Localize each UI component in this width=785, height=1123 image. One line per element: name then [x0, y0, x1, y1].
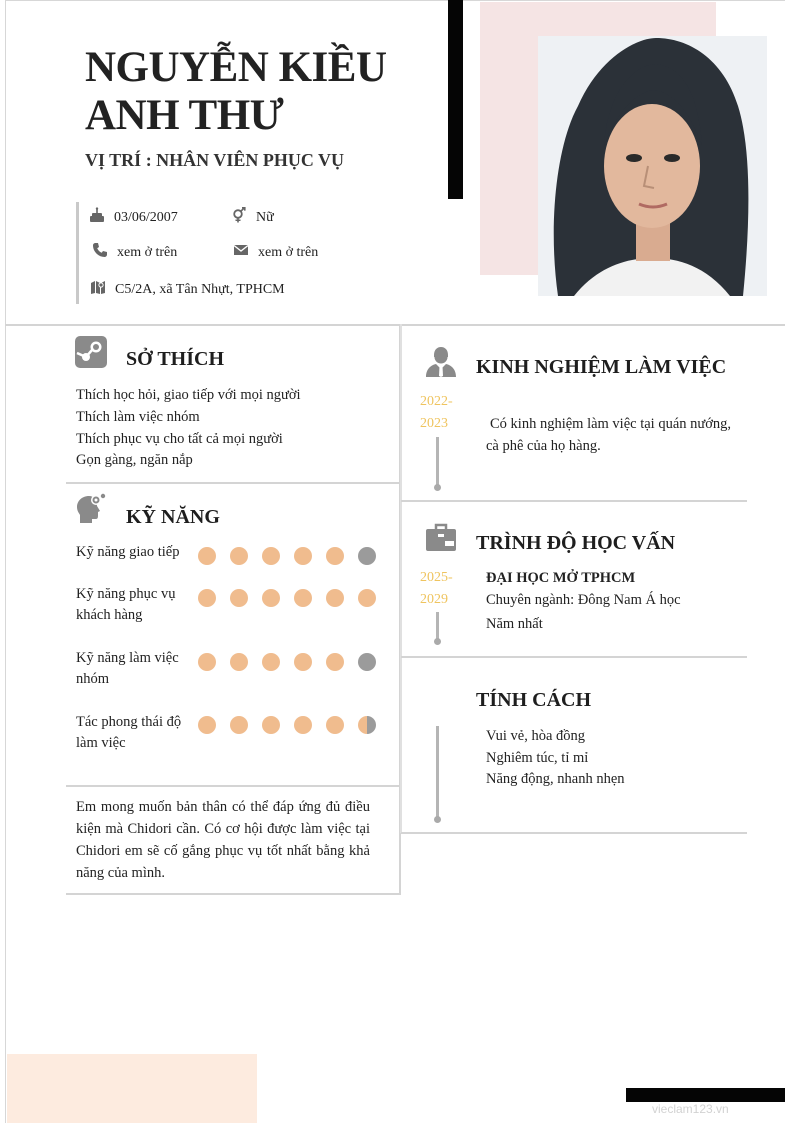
black-decor-bar: [448, 0, 463, 199]
skill-rating: [198, 547, 390, 565]
education-title: TRÌNH ĐỘ HỌC VẤN: [476, 532, 676, 554]
name-line-1: NGUYỄN KIỀU: [85, 44, 387, 91]
email-item: [233, 242, 318, 263]
briefcase-icon: [425, 522, 457, 554]
experience-timeline: [436, 437, 439, 487]
email-value: xem ở trên: [258, 244, 319, 260]
contact-info: [76, 202, 336, 304]
gender-item: [231, 207, 274, 228]
education-divider: [401, 656, 747, 658]
skill-dot: [262, 653, 280, 671]
personality-title: TÍNH CÁCH: [476, 689, 592, 711]
skill-dot: [358, 716, 376, 734]
skill-dot: [262, 547, 280, 565]
skill-dot: [294, 589, 312, 607]
skill-dot: [198, 547, 216, 565]
experience-title: KINH NGHIỆM LÀM VIỆC: [476, 356, 727, 378]
skill-dot: [230, 547, 248, 565]
skill-dot: [294, 716, 312, 734]
experience-divider: [401, 500, 747, 502]
job-position: VỊ TRÍ : NHÂN VIÊN PHỤC VỤ: [85, 150, 345, 170]
skill-dot: [230, 589, 248, 607]
skills-title: KỸ NĂNG: [126, 506, 220, 528]
skill-dot: [326, 653, 344, 671]
skill-rating: [198, 653, 390, 671]
phone-value: xem ở trên: [117, 244, 178, 260]
education-timeline: [436, 612, 439, 640]
personality-divider: [401, 832, 747, 834]
hobby-item: Gọn gàng, ngăn nắp: [76, 452, 193, 468]
hobby-item: Thích phục vụ cho tất cả mọi người: [76, 431, 283, 447]
name-line-2: ANH THƯ: [85, 92, 284, 139]
personality-timeline-dot: [434, 816, 441, 823]
education-year-end: 2029: [420, 592, 448, 607]
skill-dot: [262, 716, 280, 734]
map-icon: [90, 279, 115, 300]
career-objective: Em mong muốn bản thân có thể đáp ứng đủ điều kiện mà Chidori cần. Có cơ hội được làm việc tại Chidori em sẽ cố gắng phục vụ tốt nhất bằng khả năng của mình.: [76, 799, 370, 881]
address-item: [90, 279, 285, 300]
major: Chuyên ngành: Đông Nam Á học: [486, 592, 681, 608]
skill-dot: [262, 589, 280, 607]
personality-item: Năng động, nhanh nhẹn: [486, 771, 625, 787]
header-divider: [5, 324, 785, 326]
skill-label: Tác phong thái độ làm việc: [76, 714, 182, 751]
experience-line: cà phê của họ hàng.: [486, 438, 601, 454]
objective-divider: [66, 893, 400, 895]
experience-timeline-dot: [434, 484, 441, 491]
head-gears-icon: [75, 492, 107, 524]
education-year-start: 2025-: [420, 570, 453, 585]
study-year: Năm nhất: [486, 616, 543, 632]
skill-label: Kỹ năng làm việc nhóm: [76, 650, 179, 687]
column-divider-right: [400, 324, 402, 833]
experience-line: Có kinh nghiệm làm việc tại quán nướng,: [490, 416, 732, 432]
birthday-item: [89, 207, 178, 228]
candidate-name: [85, 44, 435, 140]
skill-dot: [230, 716, 248, 734]
experience-year-end: 2023: [420, 416, 448, 431]
gender-value: Nữ: [256, 209, 274, 225]
footer-black-bar: [626, 1088, 785, 1102]
school-name: ĐẠI HỌC MỞ TPHCM: [486, 570, 636, 586]
steam-icon: [75, 336, 107, 368]
skill-rating: [198, 716, 390, 734]
skill-rating: [198, 589, 390, 607]
skill-dot: [198, 653, 216, 671]
skill-dot: [358, 547, 376, 565]
phone-item: [92, 242, 177, 263]
hobbies-divider: [66, 482, 400, 484]
user-tie-icon: [425, 346, 457, 378]
birthday-value: 03/06/2007: [114, 209, 178, 225]
personality-item: Vui vẻ, hòa đồng: [486, 728, 586, 744]
skill-dot: [326, 589, 344, 607]
personality-timeline: [436, 726, 439, 818]
skills-divider: [66, 785, 400, 787]
skill-dot: [358, 589, 376, 607]
skill-dot: [230, 653, 248, 671]
birthday-cake-icon: [89, 207, 114, 228]
gender-icon: [231, 207, 256, 228]
profile-photo: [538, 36, 767, 296]
personality-item: Nghiêm túc, tỉ mỉ: [486, 750, 589, 766]
skill-dot: [294, 653, 312, 671]
skill-dot: [358, 653, 376, 671]
skill-dot: [326, 716, 344, 734]
hobby-item: Thích học hỏi, giao tiếp với mọi người: [76, 387, 301, 403]
watermark: vieclam123.vn: [652, 1102, 729, 1116]
skill-dot: [198, 589, 216, 607]
skill-label: Kỹ năng giao tiếp: [76, 544, 180, 560]
skill-dot: [326, 547, 344, 565]
skill-dot: [198, 716, 216, 734]
phone-icon: [92, 242, 117, 263]
education-timeline-dot: [434, 638, 441, 645]
peach-decor-block: [7, 1054, 257, 1123]
email-icon: [233, 242, 258, 263]
address-value: C5/2A, xã Tân Nhựt, TPHCM: [115, 281, 285, 297]
experience-year-start: 2022-: [420, 394, 453, 409]
hobbies-title: SỞ THÍCH: [126, 348, 224, 370]
skill-label: Kỹ năng phục vụ khách hàng: [76, 586, 176, 623]
skill-dot: [294, 547, 312, 565]
hobby-item: Thích làm việc nhóm: [76, 409, 200, 425]
